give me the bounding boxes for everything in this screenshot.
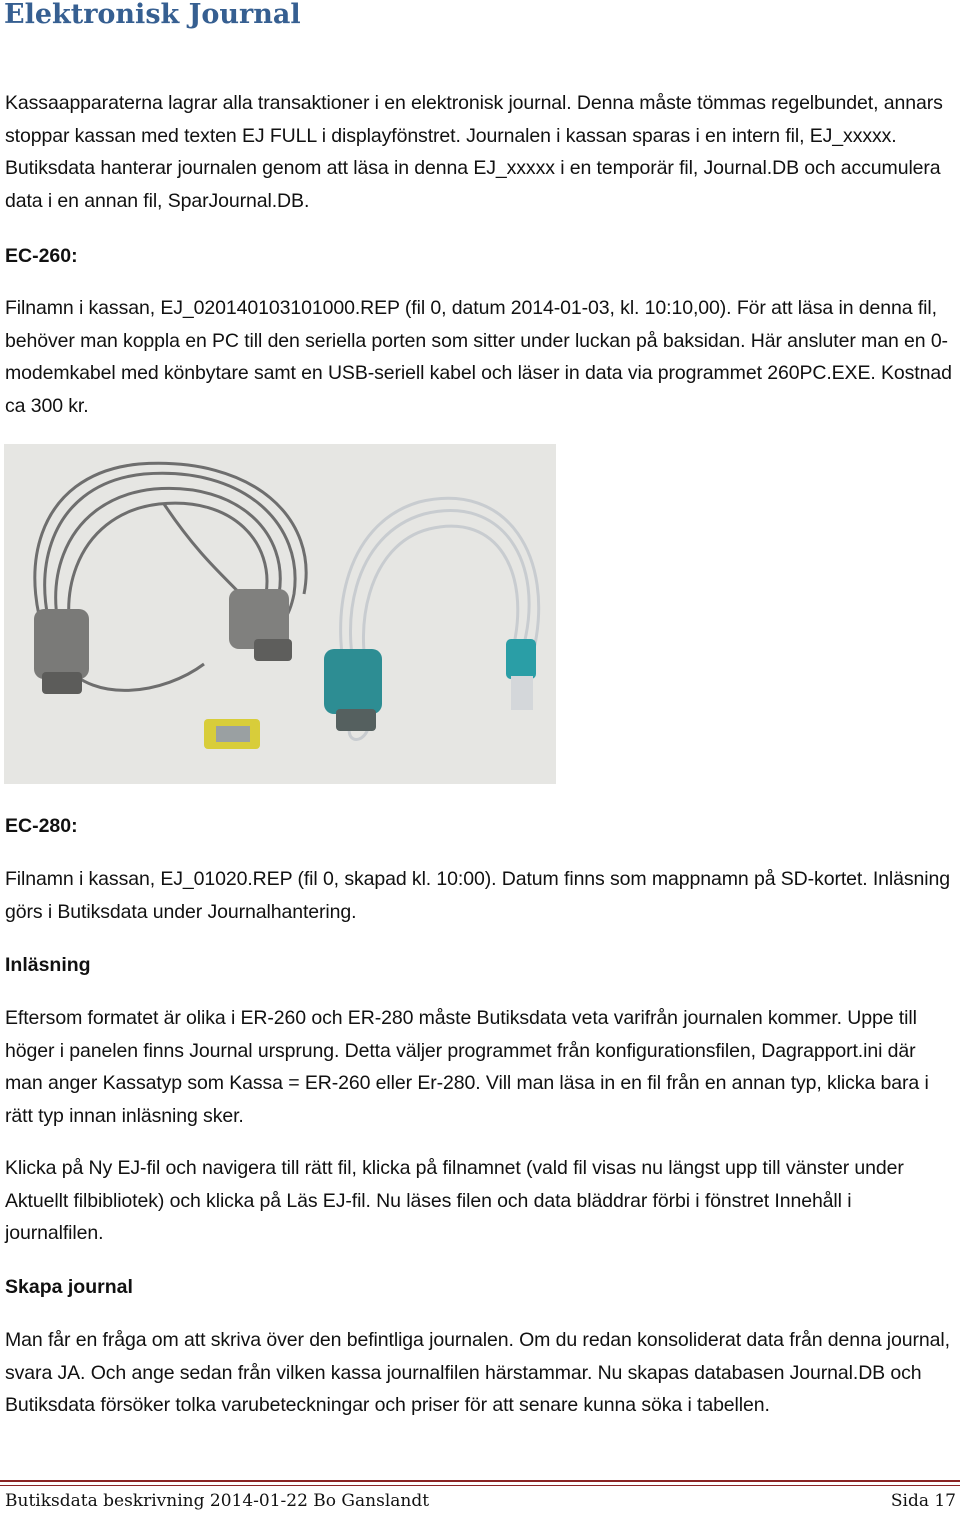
intro-paragraph: Kassaapparaterna lagrar alla transaktioner i en elektronisk journal. Denna måste tömmas regelbundet, annars stoppar kassan med texten EJ FULL i displayfönstret. Journalen i kassan sparas i en intern fil, EJ_xxxxx. Butiksdata hanterar journalen genom att läsa in denna EJ_xxxxx i en temporär fil, Journal.DB och accumulera data i en annan fil, SparJournal.DB.	[5, 92, 943, 212]
cables-photo	[4, 444, 556, 784]
page-title: Elektronisk Journal	[4, 0, 301, 30]
ec260-paragraph: Filnamn i kassan, EJ_020140103101000.REP (fil 0, datum 2014-01-03, kl. 10:10,00). För att läsa in denna fil, behöver man koppla en PC till den seriella porten som sitter under luckan på baksidan. Här ansluter man en 0-modemkabel med könbytare samt en USB-seriell kabel och läser in data via programmet 260PC.EXE. Kostnad ca 300 kr.	[5, 297, 952, 417]
footer-page-number: Sida 17	[890, 1491, 956, 1511]
footer-rule	[0, 1480, 960, 1482]
ec260-heading: EC-260:	[5, 245, 78, 267]
inlasning-heading: Inläsning	[5, 954, 91, 976]
inlasning-paragraph-2: Klicka på Ny EJ-fil och navigera till rätt fil, klicka på filnamnet (vald fil visas nu längst upp till vänster under Aktuellt filbibliotek) och klicka på Läs EJ-fil. Nu läses filen och data bläddrar förbi i fönstret Innehåll i journalfilen.	[5, 1157, 904, 1244]
footer-doc-info: Butiksdata beskrivning 2014-01-22 Bo Ganslandt	[5, 1491, 430, 1511]
ec280-heading: EC-280:	[5, 815, 78, 837]
ec280-paragraph: Filnamn i kassan, EJ_01020.REP (fil 0, skapad kl. 10:00). Datum finns som mappnamn på SD-kortet. Inläsning görs i Butiksdata under Journalhantering.	[5, 868, 951, 923]
skapa-journal-paragraph: Man får en fråga om att skriva över den befintliga journalen. Om du redan konsoliderat data från denna journal, svara JA. Och ange sedan från vilken kassa journalfilen härstammar. Nu skapas databasen Journal.DB och Butiksdata försöker tolka varubeteckningar och priser för att senare kunna söka i tabellen.	[5, 1329, 950, 1416]
inlasning-paragraph-1: Eftersom formatet är olika i ER-260 och ER-280 måste Butiksdata veta varifrån journalen kommer. Uppe till höger i panelen finns Journal ursprung. Detta väljer programmet från konfigurationsfilen, Dagrapport.ini där man anger Kassatyp som Kassa = ER-260 eller Er-280. Vill man läsa in en fil från en annan typ, klicka bara i rätt typ innan inläsning sker.	[5, 1007, 929, 1127]
skapa-journal-heading: Skapa journal	[5, 1276, 133, 1298]
footer-rule-thin	[0, 1485, 960, 1486]
